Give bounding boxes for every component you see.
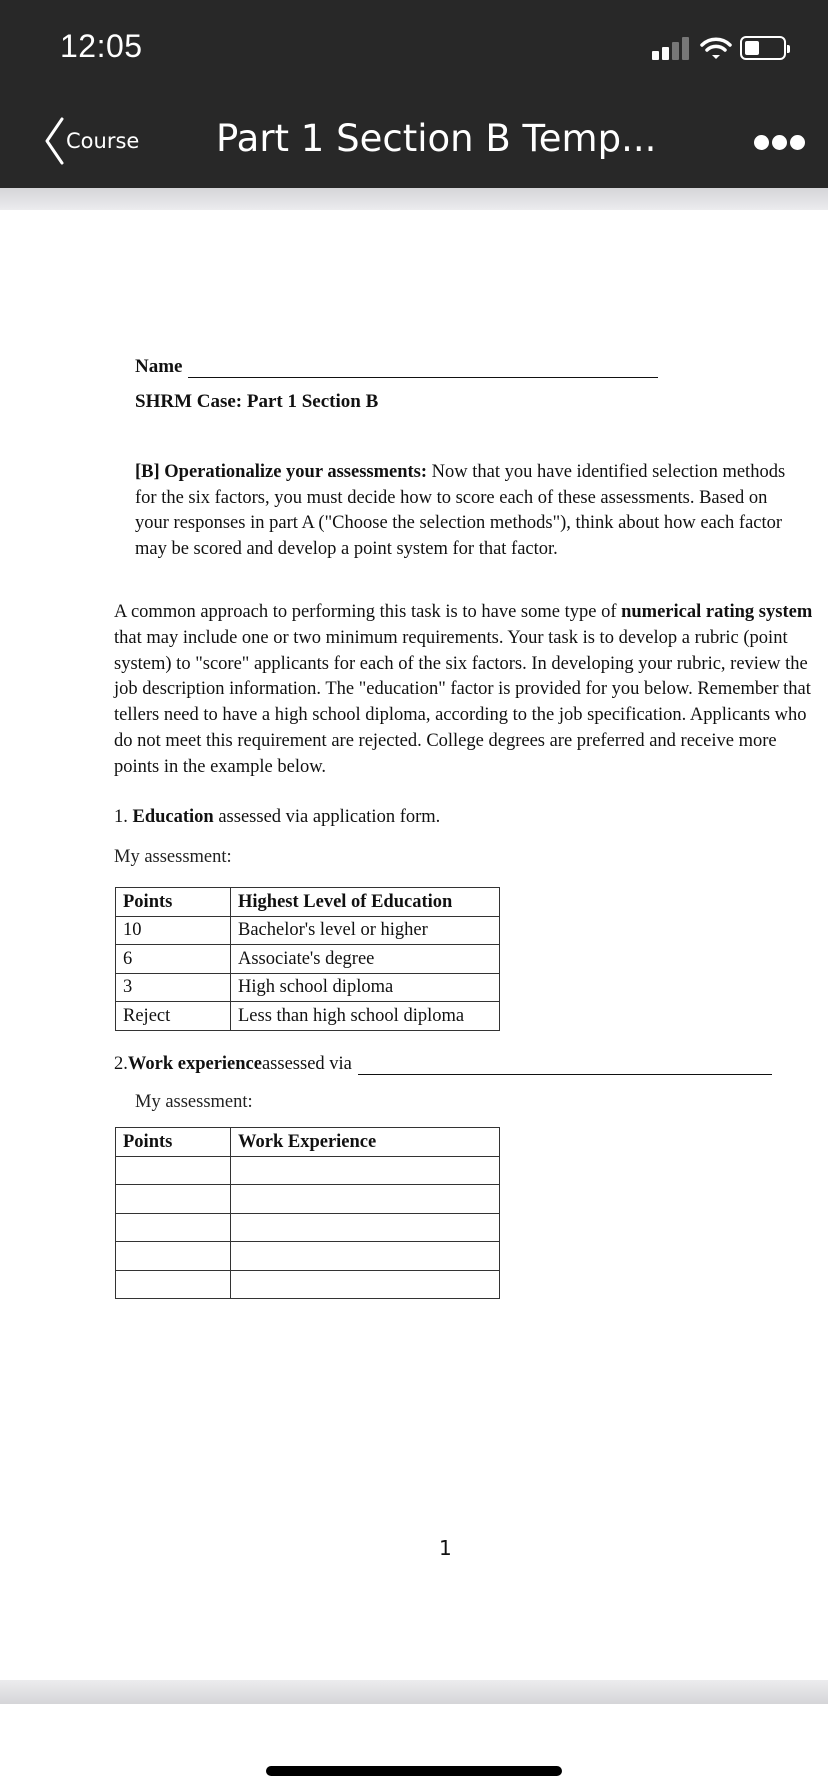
- points-cell: [116, 1270, 231, 1299]
- more-horizontal-icon: [754, 135, 769, 150]
- cellular-signal-icon: [652, 36, 690, 60]
- intro-text: Now that you have identified selection methods for the six factors, you must decide how to score each of these assessments. Based on your responses in part A ("Choose the selection methods"), think about how each factor may be scored and develop a point system for that factor.: [135, 462, 786, 559]
- table-row: [116, 916, 500, 945]
- work-experience-cell: [231, 1270, 500, 1299]
- more-options-button[interactable]: [754, 135, 804, 151]
- status-time: 12:05: [60, 28, 143, 64]
- chevron-left-icon: [42, 115, 66, 167]
- battery-icon: [740, 36, 786, 60]
- page-title: Part 1 Section B Temp...: [216, 117, 657, 160]
- work-experience-cell: [231, 1185, 500, 1214]
- education-factor-heading: 1. Education assessed via application form.: [114, 807, 441, 827]
- status-bar: [0, 0, 828, 95]
- name-label: Name: [135, 356, 183, 377]
- table-header-row: [116, 1128, 500, 1157]
- intro-heading: [B] Operationalize your assessments:: [135, 462, 428, 482]
- table-row: [116, 1213, 500, 1242]
- intro-paragraph: [135, 460, 800, 562]
- header-work-experience: Work Experience: [231, 1128, 500, 1157]
- header-points: Points: [116, 888, 231, 917]
- points-cell: [116, 1185, 231, 1214]
- points-cell: Reject: [116, 1002, 231, 1031]
- back-button[interactable]: [42, 115, 139, 167]
- table-row: [116, 1185, 500, 1214]
- document-top-edge: [0, 188, 828, 210]
- document-bottom-edge: [0, 1680, 828, 1704]
- table-row: [116, 1002, 500, 1031]
- table-row: [116, 973, 500, 1002]
- points-cell: 3: [116, 973, 231, 1002]
- document-page[interactable]: [0, 210, 828, 1680]
- points-cell: 6: [116, 945, 231, 974]
- name-field: [135, 356, 658, 378]
- wifi-icon: [700, 36, 732, 60]
- table-row: [116, 1156, 500, 1185]
- education-table: [115, 887, 500, 1031]
- my-assessment-label-1: My assessment:: [114, 847, 232, 867]
- work-method-blank-line: [358, 1054, 772, 1075]
- points-cell: [116, 1156, 231, 1185]
- table-header-row: [116, 888, 500, 917]
- points-cell: [116, 1213, 231, 1242]
- table-row: [116, 945, 500, 974]
- page-number: 1: [439, 1536, 452, 1560]
- table-row: [116, 1242, 500, 1271]
- work-experience-cell: [231, 1213, 500, 1242]
- education-cell: Bachelor's level or higher: [231, 916, 500, 945]
- instructions-paragraph: A common approach to performing this task is to have some type of numerical rating system that may include one or two minimum requirements. Your task is to develop a rubric (point system) to "score" applicants for each of the six factors. In developing your rubric, review the job description information. The "education" factor is provided for you below. Remember that tellers need to have a high school diploma, according to the job specification. Applicants who do not meet this requirement are rejected. College degrees are preferred and receive more points in the example below.: [114, 602, 813, 777]
- work-experience-table: [115, 1127, 500, 1299]
- points-cell: 10: [116, 916, 231, 945]
- education-cell: Less than high school diploma: [231, 1002, 500, 1031]
- work-experience-cell: [231, 1242, 500, 1271]
- numerical-rating-system-emphasis: numerical rating system: [621, 602, 813, 622]
- name-blank-line: [188, 357, 658, 378]
- table-row: [116, 1270, 500, 1299]
- header-points: Points: [116, 1128, 231, 1157]
- back-button-label: Course: [66, 129, 140, 153]
- my-assessment-label-2: My assessment:: [135, 1092, 253, 1112]
- home-indicator[interactable]: [266, 1766, 562, 1776]
- work-experience-cell: [231, 1156, 500, 1185]
- points-cell: [116, 1242, 231, 1271]
- case-title: SHRM Case: Part 1 Section B: [135, 391, 379, 412]
- navigation-bar: [0, 95, 828, 188]
- education-cell: Associate's degree: [231, 945, 500, 974]
- work-experience-factor-heading: 2. Work experience assessed via: [114, 1054, 772, 1075]
- education-cell: High school diploma: [231, 973, 500, 1002]
- header-education: Highest Level of Education: [231, 888, 500, 917]
